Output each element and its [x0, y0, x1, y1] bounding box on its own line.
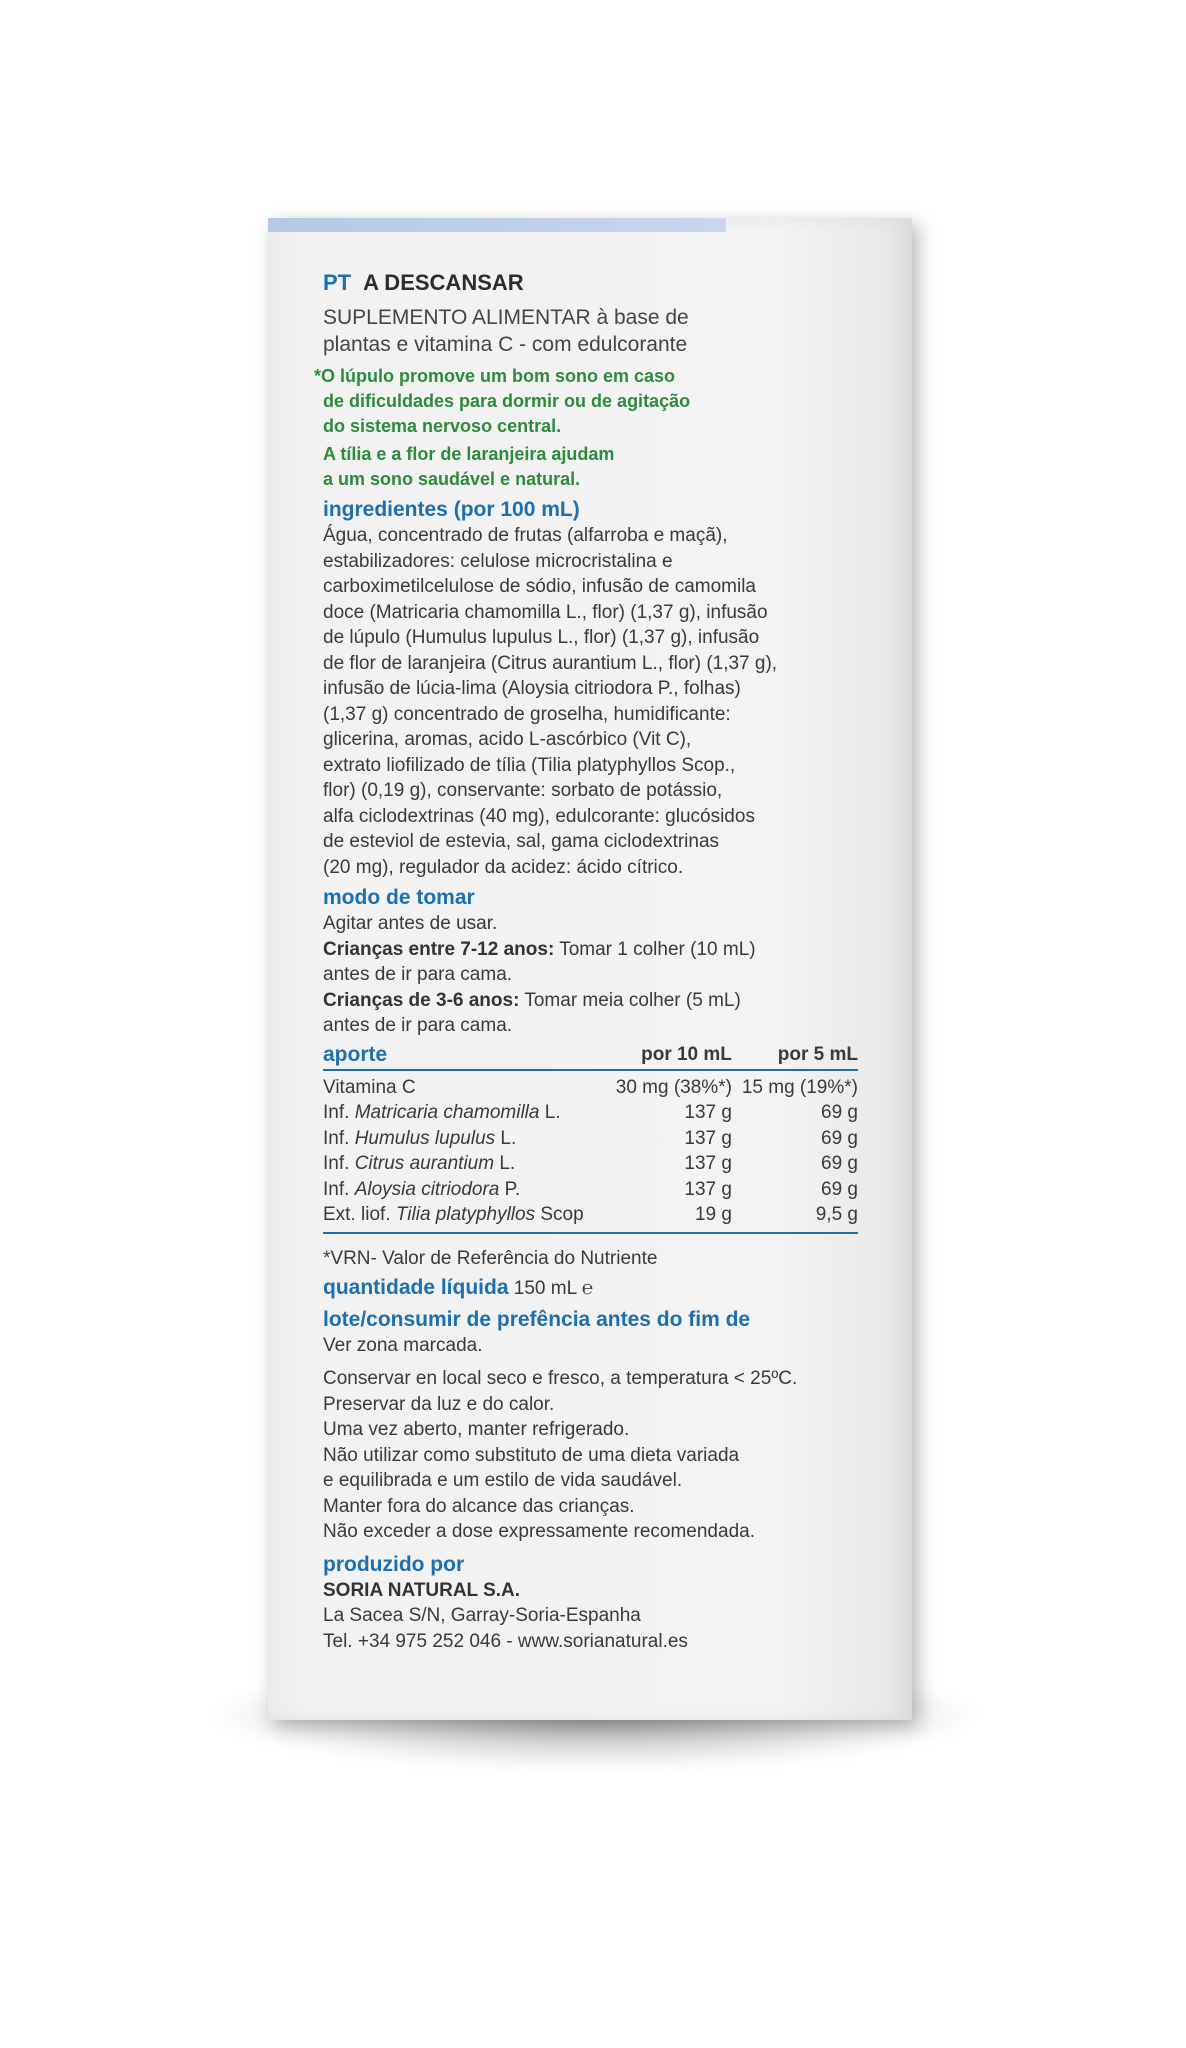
warning-line: Preservar da luz e do calor. — [323, 1393, 555, 1415]
warning-line: Uma vez aberto, manter refrigerado. — [323, 1419, 630, 1440]
nutrient-name: Inf. Matricaria chamomilla L. — [323, 1102, 561, 1123]
ingredient-line: de flor de laranjeira (Citrus aurantium L., flor) (1,37 g), — [323, 652, 778, 674]
usage-line: Agitar antes de usar. — [323, 913, 498, 934]
age-group-label: Crianças de 3-6 anos: — [323, 989, 520, 1011]
age-group-label: Crianças entre 7-12 anos: — [323, 938, 555, 960]
value-10ml: 30 mg (38%*) — [615, 1076, 732, 1098]
producer-title: produzido por — [323, 1552, 465, 1576]
table-header-row — [323, 1041, 858, 1070]
usage-line: antes de ir para cama. — [323, 1015, 513, 1036]
product-description — [323, 304, 883, 358]
company-name: SORIA NATURAL S.A. — [323, 1579, 521, 1601]
value-10ml: 137 g — [684, 1102, 732, 1123]
value-5ml: 9,5 g — [815, 1204, 858, 1225]
claim-line: de dificuldades para dormir ou de agitação — [323, 391, 691, 411]
warnings — [323, 1366, 883, 1545]
ingredient-line: de lúpulo (Humulus lupulus L., flor) (1,37 g), infusão — [323, 627, 760, 648]
language-code: PT — [323, 270, 352, 295]
description-line: SUPLEMENTO ALIMENTAR à base de — [323, 306, 689, 329]
column-header: por 5 mL — [777, 1043, 858, 1065]
nutrient-name: Inf. Aloysia citriodora P. — [323, 1178, 521, 1200]
product-name: A DESCANSAR — [363, 270, 524, 295]
ingredient-line: extrato liofilizado de tília (Tilia platyphyllos Scop., — [323, 754, 736, 776]
value-5ml: 69 g — [821, 1153, 858, 1174]
top-color-band — [268, 218, 726, 232]
column-header: aporte — [323, 1042, 388, 1066]
ingredient-line: alfa ciclodextrinas (40 mg), edulcorante: glucósidos — [323, 805, 755, 827]
producer-info — [323, 1578, 883, 1655]
company-address: La Sacea S/N, Garray-Soria-Espanha — [323, 1605, 641, 1626]
value-5ml: 69 g — [821, 1127, 858, 1149]
ingredient-line: (1,37 g) concentrado de groselha, humidificante: — [323, 703, 731, 725]
ingredient-line: infusão de lúcia-lima (Aloysia citriodora P., folhas) — [323, 678, 741, 699]
health-claim-linden — [323, 442, 883, 492]
ingredients-list — [323, 523, 883, 880]
column-header: por 10 mL — [641, 1043, 732, 1065]
claim-line: *O lúpulo promove um bom sono em caso — [314, 366, 676, 386]
value-5ml: 69 g — [821, 1102, 858, 1123]
ingredient-line: flor) (0,19 g), conservante: sorbato de potássio, — [323, 780, 723, 801]
value-10ml: 137 g — [684, 1127, 732, 1149]
health-claim-hops — [314, 364, 883, 439]
usage-instructions — [323, 911, 883, 1039]
warning-line: Não utilizar como substituto de uma dieta variada — [323, 1444, 740, 1466]
ingredients-title: ingredientes (por 100 mL) — [323, 498, 580, 521]
table-row — [323, 1151, 858, 1177]
nutrient-name: Inf. Humulus lupulus L. — [323, 1127, 517, 1149]
net-quantity — [323, 1275, 883, 1302]
description-line: plantas e vitamina C - com edulcorante — [323, 333, 688, 356]
product-title — [323, 270, 883, 296]
usage-line — [323, 988, 883, 1014]
value-5ml: 15 mg (19%*) — [741, 1076, 858, 1098]
nutrient-name: Vitamina C — [323, 1076, 416, 1098]
value-10ml: 137 g — [684, 1178, 732, 1200]
ingredient-line: doce (Matricaria chamomilla L., flor) (1,37 g), infusão — [323, 601, 768, 623]
dose-text: Tomar 1 colher (10 mL) — [554, 938, 756, 960]
nutrient-name: Inf. Citrus aurantium L. — [323, 1153, 516, 1174]
warning-line: Conservar en local seco e fresco, a temperatura < 25ºC. — [323, 1368, 798, 1389]
warning-line: Não exceder a dose expressamente recomendada. — [323, 1521, 755, 1542]
table-row — [323, 1100, 858, 1126]
claim-line: do sistema nervoso central. — [323, 416, 562, 436]
nutrient-name: Ext. liof. Tilia platyphyllos Scop — [323, 1204, 584, 1225]
table-row — [323, 1070, 858, 1101]
table-row — [323, 1126, 858, 1152]
company-contact: Tel. +34 975 252 046 - www.sorianatural.es — [323, 1630, 688, 1652]
value-10ml: 19 g — [694, 1204, 732, 1225]
vrn-footnote: *VRN- Valor de Referência do Nutriente — [323, 1247, 658, 1269]
warning-line: e equilibrada e um estilo de vida saudável. — [323, 1470, 683, 1491]
ingredient-line: Água, concentrado de frutas (alfarroba e maçã), — [323, 525, 728, 546]
usage-line — [323, 937, 883, 963]
ingredient-line: de esteviol de estevia, sal, gama ciclodextrinas — [323, 831, 720, 852]
nutrition-table — [323, 1041, 858, 1234]
claim-line: A tília e a flor de laranjeira ajudam — [323, 444, 615, 464]
table-row — [323, 1177, 858, 1203]
value-10ml: 137 g — [684, 1153, 732, 1174]
label-content — [314, 270, 883, 1654]
warning-line: Manter fora do alcance das crianças. — [323, 1495, 635, 1517]
ingredient-line: carboximetilcelulose de sódio, infusão de camomila — [323, 576, 757, 597]
quantity-label: quantidade líquida — [323, 1276, 509, 1299]
claim-line: a um sono saudável e natural. — [323, 469, 581, 489]
value-5ml: 69 g — [821, 1178, 858, 1200]
table-row — [323, 1202, 858, 1233]
lot-text: Ver zona marcada. — [323, 1334, 483, 1356]
dose-text: Tomar meia colher (5 mL) — [519, 989, 741, 1011]
quantity-value: 150 mL ℮ — [508, 1278, 594, 1299]
lot-title: lote/consumir de prefência antes do fim de — [323, 1307, 751, 1331]
usage-line: antes de ir para cama. — [323, 964, 513, 985]
ingredient-line: estabilizadores: celulose microcristalina e — [323, 550, 673, 572]
usage-title: modo de tomar — [323, 886, 475, 909]
ingredient-line: (20 mg), regulador da acidez: ácido cítrico. — [323, 856, 684, 878]
product-box-back — [268, 218, 912, 1720]
ingredient-line: glicerina, aromas, acido L-ascórbico (Vit C), — [323, 729, 692, 750]
